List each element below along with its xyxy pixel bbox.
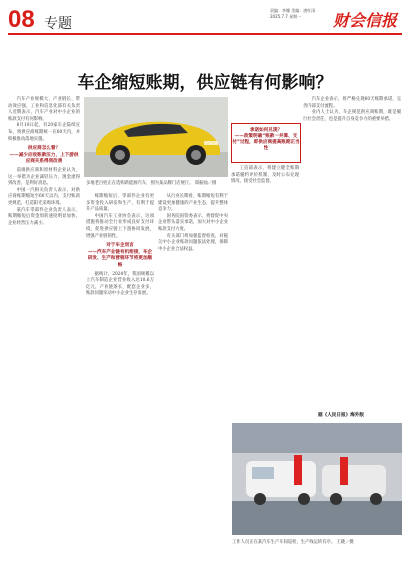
paragraph: 有关部门将加强监督检查，对拖欠中小企业账款问题依法处理，保障中小企业合法权益。 [158, 233, 228, 252]
paragraph: 汽车企业表示，将严格兑现60天账期承诺，完善内部支付流程。 [303, 97, 401, 109]
paragraph: 据统计，2024年，我国规模以上汽车制造企业营业收入达10.6万亿元，产业链条长、配套企业多，账款问题牵动中小企业生存发展。 [86, 271, 154, 297]
paragraph: 工信部表示，将建立健全账期承诺履约评价机制，及时公布兑现情况，接受社会监督。 [231, 166, 299, 185]
header-meta [270, 8, 340, 20]
article-column-4 [231, 166, 299, 186]
header-meta-line: 2025.7.7 星期一 [270, 14, 302, 19]
article-column-1 [8, 97, 80, 227]
car-photo-caption: 多地老百姓正在选购新能源汽车，图为某品牌门店展厅。 郑振灿／摄 [86, 181, 217, 186]
header-rule [8, 33, 402, 35]
header-meta-line: 责编：李娜 美编：唐红雨 [270, 8, 316, 13]
section-lead: 供应商怎么看？ ——减少应收账款压力，上下游供应商关系得到改善 [9, 146, 79, 165]
paragraph: 某汽车零部件企业负责人表示，账期缩短后资金周转速度明显加快，企业经营压力减小。 [8, 207, 80, 226]
paragraph: 6月10日起，有20家车企陆续宣布，将供应商账期统一在60天内，并积极推动落地实施。 [8, 123, 80, 142]
article-column-5 [303, 97, 401, 123]
yellow-car-image [84, 97, 228, 177]
paragraph: 汽车产业规模大、产业链长、带动效应强，工业和信息化部有关负责人近期表示，汽车产业对中小企业的账款支付有何影响。 [8, 97, 80, 122]
car-photo [84, 97, 228, 177]
paragraph: 中国一汽相关负责人表示，对供应商账期缩短至60天以内，支付账款更规范，打造阳光采购环境。 [8, 187, 80, 206]
paragraph: 业内人士认为，车企规范供应商账期，既是履行社会责任，也是提升自身竞争力的重要举措。 [303, 110, 401, 122]
highlight-box-text: 承诺如何兑现？ ——政策明确“账款一并算、支付”过程，即供应商提高账期正当性 [232, 128, 300, 151]
newspaper-logo: 财会信报 [333, 11, 398, 30]
paragraph: 中国汽车工业协会表示，这项措施将推动全行业形成良好支付环境，促进供应链上下游协同发展，增强产业链韧性。 [86, 213, 154, 239]
section-lead: 对于车企而言 ——汽车产业链有机衔接，车企研发、生产和营销环节将更加顺畅 [87, 243, 153, 268]
article-title: 车企缩短账期，供应链有何影响？ [77, 73, 333, 93]
article-column-2 [86, 194, 154, 298]
paragraph: 国务院国资委表示，将督促中央企业带头落实承诺，加大对中小企业账款支付力度。 [158, 213, 228, 232]
paragraph: 账期缩短后，零部件企业有更多资金投入研发和生产，有利于提升产品质量。 [86, 194, 154, 213]
factory-photo-caption: 工作人员正在某汽车生产车间巡检，生产线运转有序。 王晓／摄 [232, 540, 354, 545]
paragraph: 从行业长期看，账期缩短有利于建设更加健康的产业生态，提升整体竞争力。 [158, 194, 228, 213]
factory-photo [232, 423, 402, 535]
article-column-3 [158, 194, 228, 253]
source-byline: 据《人民日报》海外版 [318, 413, 364, 418]
page-number: 08 [8, 6, 35, 33]
highlight-box [231, 123, 301, 163]
paragraph: 前端供应商和原材料企业认为，这一举措为企业减轻压力、现金流得到改善，是利好消息。 [8, 167, 80, 187]
section-name: 专题 [44, 16, 72, 32]
factory-line-image [232, 423, 402, 535]
